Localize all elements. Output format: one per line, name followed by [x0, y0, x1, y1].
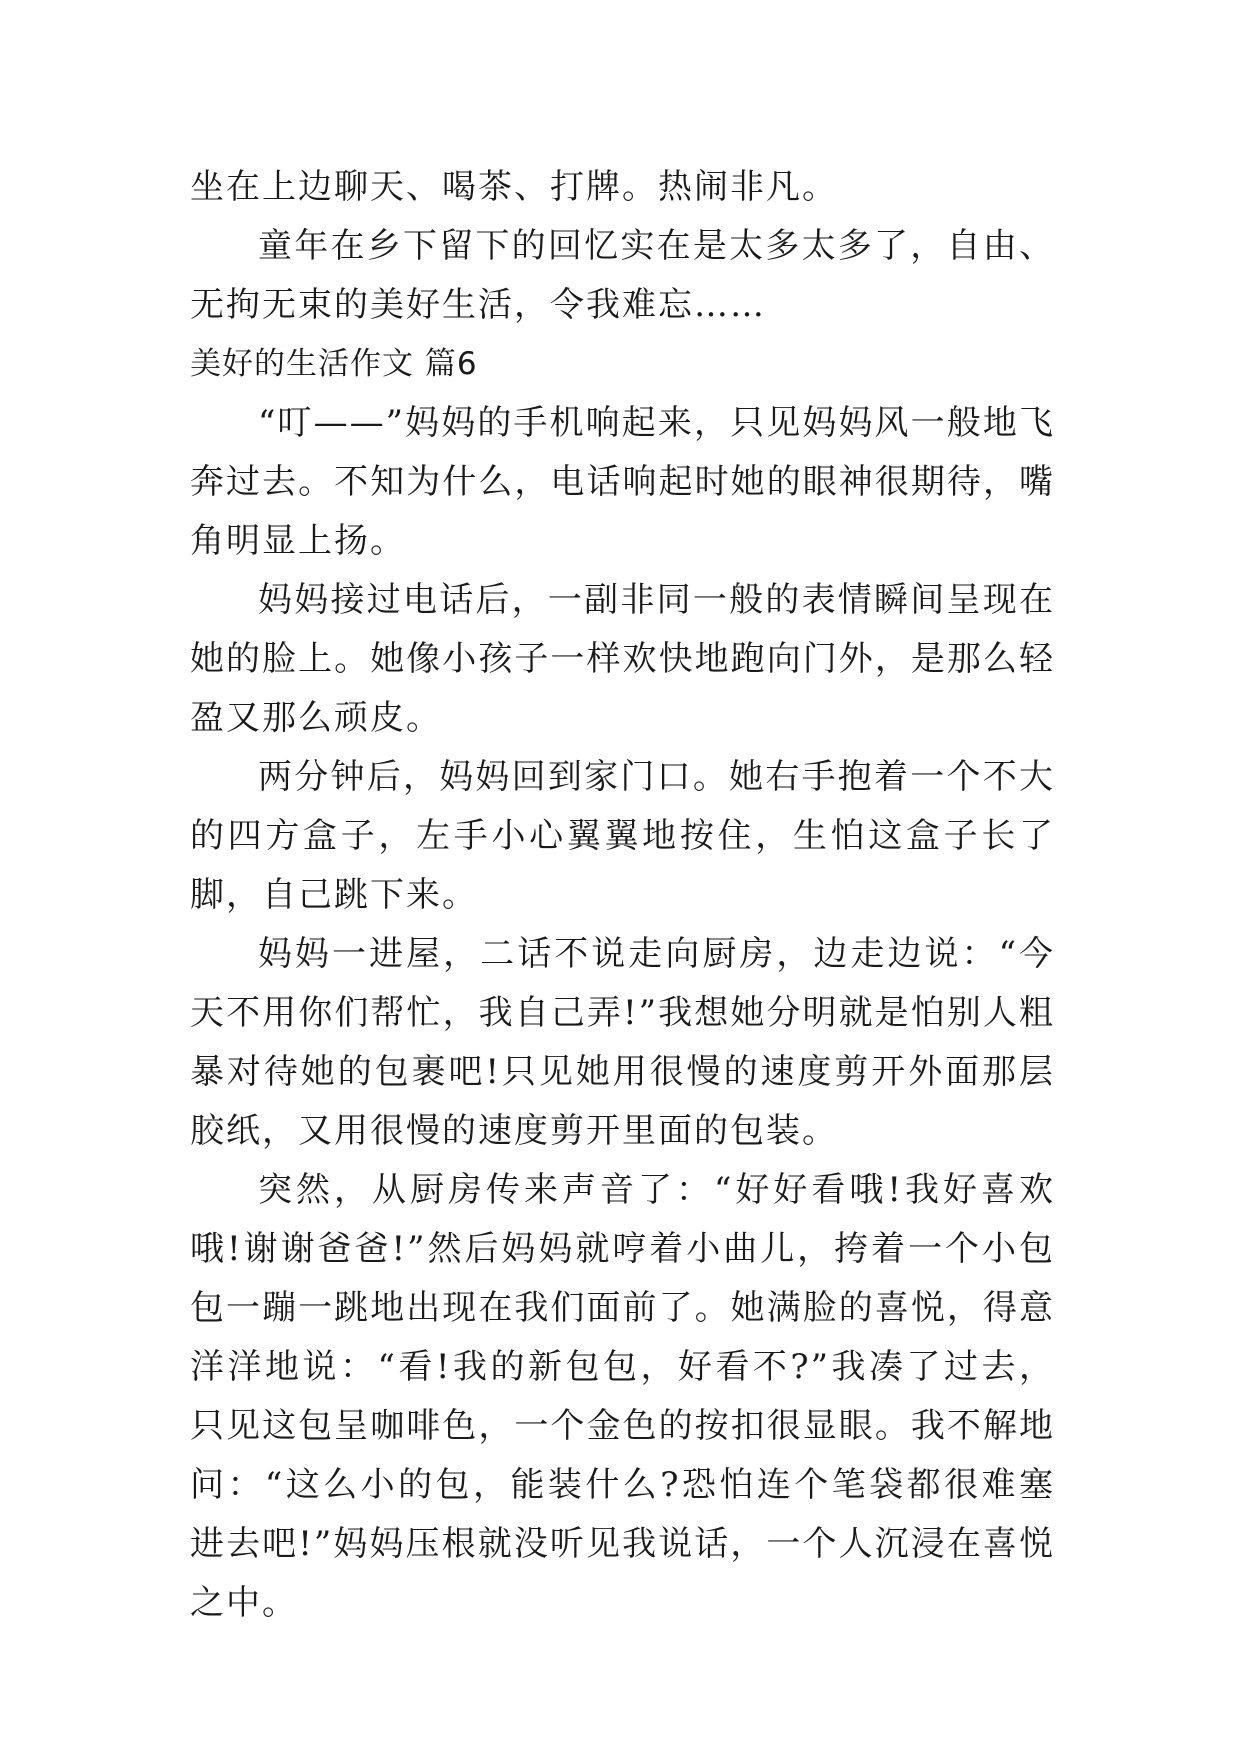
paragraph: 妈妈接过电话后，一副非同一般的表情瞬间呈现在她的脸上。她像小孩子一样欢快地跑向门外，是那么轻盈又那么顽皮。 [190, 580, 1055, 738]
section-heading: 美好的生活作文 篇6 [190, 346, 478, 382]
paragraph: 突然，从厨房传来声音了：“好好看哦!我好喜欢哦!谢谢爸爸!”然后妈妈就哼着小曲儿，挎着一个小包包一蹦一跳地出现在我们面前了。她满脸的喜悦，得意洋洋地说：“看!我的新包包，好看不?”我凑了过去，只见这包呈咖啡色，一个金色的按扣很显眼。我不解地问：“这么小的包，能装什么?恐怕连个笔袋都很难塞进去吧!”妈妈压根就没听见我说话，一个人沉浸在喜悦之中。 [190, 1170, 1055, 1623]
paragraph-continuation: 坐在上边聊天、喝茶、打牌。热闹非凡。 [190, 167, 838, 207]
essay-body [190, 158, 1055, 1633]
paragraph: “叮——”妈妈的手机响起来，只见妈妈风一般地飞奔过去。不知为什么，电话响起时她的眼神很期待，嘴角明显上扬。 [190, 403, 1055, 561]
paragraph: 妈妈一进屋，二话不说走向厨房，边走边说：“今天不用你们帮忙，我自己弄!”我想她分明就是怕别人粗暴对待她的包裹吧!只见她用很慢的速度剪开外面那层胶纸，又用很慢的速度剪开里面的包装。 [190, 934, 1055, 1151]
paragraph: 两分钟后，妈妈回到家门口。她右手抱着一个不大的四方盒子，左手小心翼翼地按住，生怕这盒子长了脚，自己跳下来。 [190, 757, 1055, 915]
paragraph: 童年在乡下留下的回忆实在是太多太多了，自由、无拘无束的美好生活，令我难忘…… [190, 226, 1055, 325]
